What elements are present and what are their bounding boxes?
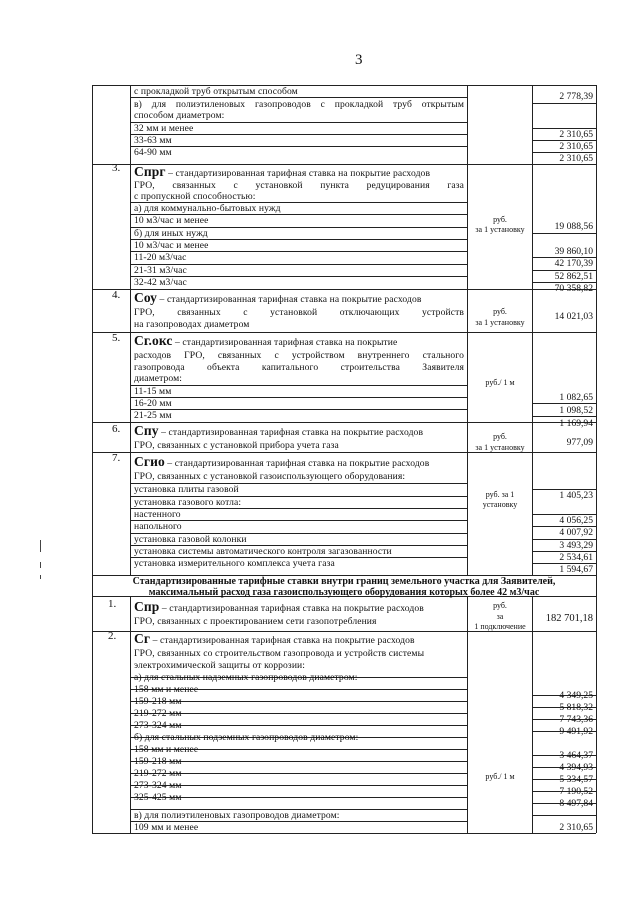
section-heading-line1: Стандартизированные тарифные ставки внутри границ земельного участка для Заявителей, <box>132 576 556 587</box>
rate-value: 4 007,92 <box>559 527 593 538</box>
rate-value: 2 310,65 <box>559 822 593 833</box>
rate-value: 5 818,32 <box>559 702 593 713</box>
rate-value: 2 310,65 <box>559 129 593 140</box>
cell-text: а) для коммунально-бытовых нужд <box>134 203 281 214</box>
rate-code: Сг <box>134 631 151 646</box>
rate-value: 1 082,65 <box>559 392 593 403</box>
scan-artifact <box>40 562 41 568</box>
page-number: 3 <box>355 52 363 68</box>
cell-text: электрохимической защиты от коррозии: <box>134 660 306 671</box>
rate-code: Сг.окс <box>134 333 173 348</box>
rate-value: 1 405,23 <box>559 490 593 501</box>
rate-value: 7 743,36 <box>559 714 593 725</box>
unit-label: установку <box>482 500 518 509</box>
rate-value: 19 088,56 <box>554 221 593 232</box>
rate-value: 182 701,18 <box>545 613 593 624</box>
cell-text: – стандартизированная тарифная ставка на покрытие расходов <box>159 603 424 614</box>
rule <box>130 385 467 386</box>
rate-value: 1 098,52 <box>559 405 593 416</box>
rule <box>130 146 467 147</box>
rate-value: 8 497,84 <box>559 798 593 809</box>
rule <box>532 103 596 104</box>
cell-text: 64-90 мм <box>134 147 172 158</box>
cell-text: 159-218 мм <box>134 756 182 767</box>
unit-label: руб. <box>493 307 507 316</box>
cell-text: – стандартизированная тарифная ставка на покрытие <box>172 337 398 348</box>
rate-value: 2 534,61 <box>559 552 593 563</box>
cell-text: 11-15 мм <box>134 386 172 397</box>
unit-label: за 1 установку <box>475 225 525 234</box>
rule <box>130 409 467 410</box>
unit-label: руб. <box>493 601 507 610</box>
rule <box>532 815 596 816</box>
cell-text: 219-272 мм <box>134 768 182 779</box>
cell-text: установка газовой колонки <box>134 534 247 545</box>
rate-value: 1 594,67 <box>559 564 593 575</box>
rate-value: 52 862,51 <box>554 271 593 282</box>
row-number: 7. <box>112 452 121 464</box>
cell-text: б) для стальных подземных газопроводов диаметром: <box>134 732 359 743</box>
rate-code: Спр <box>134 599 160 614</box>
rule <box>532 416 596 417</box>
rate-value: 3 464,37 <box>559 750 593 761</box>
rate-value: 4 349,25 <box>559 690 593 701</box>
rate-value: 70 358,82 <box>554 283 593 294</box>
unit-label: руб./ 1 м <box>485 772 515 781</box>
cell-text: – стандартизированная тарифная ставка на покрытие расходов <box>164 458 430 469</box>
cell-text: напольного <box>134 521 182 532</box>
rate-description <box>134 633 415 647</box>
cell-text: ГРО, связанных с установкой газоиспользующего оборудования: <box>134 471 406 482</box>
cell-text: 273-324 мм <box>134 780 182 791</box>
cell-text: ГРО, связанных с установкой отключающих устройств <box>134 307 464 318</box>
cell-text: 10 м3/час и менее <box>134 215 209 226</box>
unit-label: 1 подключение <box>474 622 526 631</box>
rule <box>532 233 596 234</box>
row-number: 2. <box>108 630 117 642</box>
unit-label: за 1 установку <box>475 443 525 452</box>
rate-value: 977,09 <box>566 437 593 448</box>
rate-value: 4 056,25 <box>559 515 593 526</box>
rate-code: Сгио <box>134 454 165 469</box>
cell-text: 16-20 мм <box>134 398 172 409</box>
rate-value: 4 394,93 <box>559 762 593 773</box>
cell-text: установка газового котла: <box>134 497 242 508</box>
row-divider <box>92 164 596 165</box>
cell-text: а) для стальных надземных газопроводов диаметром: <box>134 672 358 683</box>
cell-text: установка системы автоматического контроля загазованности <box>134 546 392 557</box>
cell-text: с пропускной способностью: <box>134 191 256 202</box>
cell-text: 32 мм и менее <box>134 123 194 134</box>
cell-text: 33-63 мм <box>134 135 172 146</box>
rate-code: Спу <box>134 423 159 438</box>
cell-text: ГРО, связанных с установкой пункта редуцирования газа <box>134 180 464 191</box>
unit-label: за 1 установку <box>475 318 525 327</box>
cell-text: – стандартизированная тарифная ставка на покрытие расходов <box>150 635 415 646</box>
scan-artifact <box>40 575 41 579</box>
rate-value: 3 493,29 <box>559 540 593 551</box>
cell-text: 158 мм и менее <box>134 744 199 755</box>
cell-text: диаметром: <box>134 373 183 384</box>
unit-label: руб./ 1 м <box>485 378 515 387</box>
rate-value: 5 334,57 <box>559 774 593 785</box>
rate-value: 7 190,52 <box>559 786 593 797</box>
table-border-left <box>92 85 93 833</box>
row-number: 5. <box>112 332 121 344</box>
cell-text: расходов ГРО, связанных с устройством внутреннего стального <box>134 350 464 361</box>
cell-text: 159-218 мм <box>134 696 182 707</box>
rate-value: 2 310,65 <box>559 141 593 152</box>
rate-value: 39 860,10 <box>554 246 593 257</box>
rate-code: Соу <box>134 290 158 305</box>
rate-description <box>134 292 422 306</box>
rate-value: 2 310,65 <box>559 153 593 164</box>
cell-text: б) для иных нужд <box>134 228 208 239</box>
rate-value: 2 778,39 <box>559 91 593 102</box>
rate-value: 9 491,92 <box>559 726 593 737</box>
column-divider-num <box>130 85 131 575</box>
section-heading-line2: максимальный расход газа газоиспользующего оборудования которых более 42 м3/час <box>148 587 540 598</box>
cell-text: 109 мм и менее <box>134 822 199 833</box>
rule <box>130 397 467 398</box>
cell-text: – стандартизированная тарифная ставка на покрытие расходов <box>157 294 422 305</box>
cell-text: 273-324 мм <box>134 720 182 731</box>
cell-text: способом диаметром: <box>134 110 225 121</box>
cell-text: установка плиты газовой <box>134 484 239 495</box>
cell-text: ГРО, связанных с проектированием сети газопотребления <box>134 616 377 627</box>
cell-text: 21-25 мм <box>134 410 172 421</box>
cell-text: в) для полиэтиленовых газопроводов диаметром: <box>134 810 340 821</box>
table-border-right <box>596 85 597 833</box>
cell-text: установка измерительного комплекса учета газа <box>134 558 335 569</box>
cell-text: 32-42 м3/час <box>134 277 187 288</box>
cell-text: – стандартизированная тарифная ставка на покрытие расходов <box>165 168 431 179</box>
unit-label: руб. <box>493 432 507 441</box>
cell-text: газопровода объекта капитального строительства Заявителя <box>134 362 464 373</box>
unit-label: за <box>496 612 504 621</box>
cell-text: 10 м3/час и менее <box>134 240 209 251</box>
rate-code: Спрг <box>134 164 166 179</box>
rule <box>532 403 596 404</box>
rate-description <box>134 456 429 470</box>
row-number: 4. <box>112 289 121 301</box>
cell-text: ГРО, связанных с установкой прибора учета газа <box>134 440 339 451</box>
cell-text: 219-272 мм <box>134 708 182 719</box>
cell-text: настенного <box>134 509 181 520</box>
cell-text: 11-20 м3/час <box>134 252 187 263</box>
rate-value: 1 169,94 <box>559 418 593 429</box>
row-number: 1. <box>108 598 117 610</box>
cell-text: 325-425 мм <box>134 792 182 803</box>
cell-text: 158 мм и менее <box>134 684 199 695</box>
cell-text: с прокладкой труб открытым способом <box>134 86 298 97</box>
cell-text: в) для полиэтиленовых газопроводов с прокладкой труб открытым <box>134 99 464 110</box>
rate-value: 14 021,03 <box>554 311 593 322</box>
cell-text: ГРО, связанных со строительством газопровода и устройств системы <box>134 648 425 659</box>
cell-text: 21-31 м3/час <box>134 265 187 276</box>
rate-description <box>134 425 423 439</box>
unit-label: руб. <box>493 215 507 224</box>
rate-description <box>134 335 397 349</box>
row-number: 6. <box>112 423 121 435</box>
unit-label: руб. за 1 <box>485 490 515 499</box>
rate-description <box>134 601 424 615</box>
rate-value: 42 170,39 <box>554 258 593 269</box>
cell-text: на газопроводах диаметром <box>134 319 250 330</box>
scan-artifact <box>40 540 41 552</box>
cell-text: – стандартизированная тарифная ставка на покрытие расходов <box>158 427 424 438</box>
row-number: 3. <box>112 162 121 174</box>
rate-description <box>134 166 430 180</box>
